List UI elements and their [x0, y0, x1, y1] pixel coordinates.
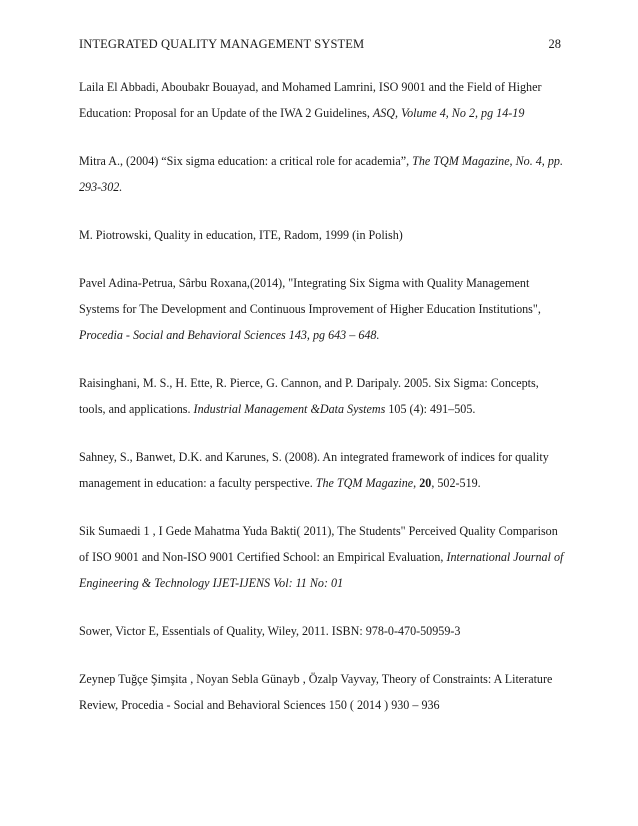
reference-entry — [79, 666, 564, 718]
reference-source: The TQM Magazine, No. 4, pp. 293-302. — [79, 154, 563, 195]
reference-entry — [79, 222, 564, 248]
reference-text: Mitra A., (2004) “Six sigma education: a critical role for academia”, — [79, 154, 413, 169]
reference-text: , — [413, 476, 420, 491]
reference-text: 105 (4): 491–505. — [385, 402, 476, 417]
reference-source: Industrial Management &Data Systems — [193, 402, 386, 417]
reference-text: M. Piotrowski, Quality in education, ITE, Radom, 1999 (in Polish) — [79, 228, 403, 243]
reference-source: Procedia - Social and Behavioral Sciences 143, pg 643 – 648. — [79, 328, 380, 343]
reference-text: Sahney, S., Banwet, D.K. and Karunes, S. (2008). An integrated framework of indices for quality management in education: a faculty perspective. — [79, 450, 549, 491]
reference-source: International Journal of Engineering & Technology IJET-IJENS Vol: 11 No: 01 — [79, 550, 564, 591]
reference-source: The TQM Magazine — [315, 476, 414, 491]
page-number: 28 — [548, 37, 561, 51]
running-header — [79, 37, 561, 55]
reference-text: Zeynep Tuğçe Şimşita , Noyan Sebla Günayb , Özalp Vayvay, Theory of Constraints: A Literature Review, Procedia - Social and Behavioral Sciences 150 ( 2014 ) 930 – 936 — [79, 672, 553, 713]
reference-text: Raisinghani, M. S., H. Ette, R. Pierce, G. Cannon, and P. Daripaly. 2005. Six Sigma: Concepts, tools, and applications. — [79, 376, 539, 417]
reference-text: Sik Sumaedi 1 , I Gede Mahatma Yuda Bakti( 2011), The Students" Perceived Quality Comparison of ISO 9001 and Non-ISO 9001 Certified School: an Empirical Evaluation, — [79, 524, 558, 565]
reference-text: Sower, Victor E, Essentials of Quality, Wiley, 2011. ISBN: 978-0-470-50959-3 — [79, 624, 461, 639]
reference-text: , 502-519. — [431, 476, 481, 491]
reference-text: Pavel Adina-Petrua, Sârbu Roxana,(2014), "Integrating Six Sigma with Quality Management Systems for The Development and Continuous Improvement of Higher Education Institutions", — [79, 276, 541, 317]
running-header-title: INTEGRATED QUALITY MANAGEMENT SYSTEM — [79, 37, 365, 51]
reference-volume: 20 — [419, 476, 432, 491]
reference-source: ASQ, Volume 4, No 2, pg 14-19 — [372, 106, 525, 121]
reference-entry — [79, 618, 564, 644]
reference-entry — [79, 518, 564, 596]
reference-entry — [79, 74, 564, 126]
reference-entry — [79, 148, 564, 200]
reference-list — [79, 62, 564, 740]
reference-entry — [79, 270, 564, 348]
reference-entry — [79, 370, 564, 422]
reference-entry — [79, 444, 564, 496]
reference-text: Laila El Abbadi, Aboubakr Bouayad, and Mohamed Lamrini, ISO 9001 and the Field of Higher Education: Proposal for an Update of the IWA 2 Guidelines, — [79, 80, 542, 121]
